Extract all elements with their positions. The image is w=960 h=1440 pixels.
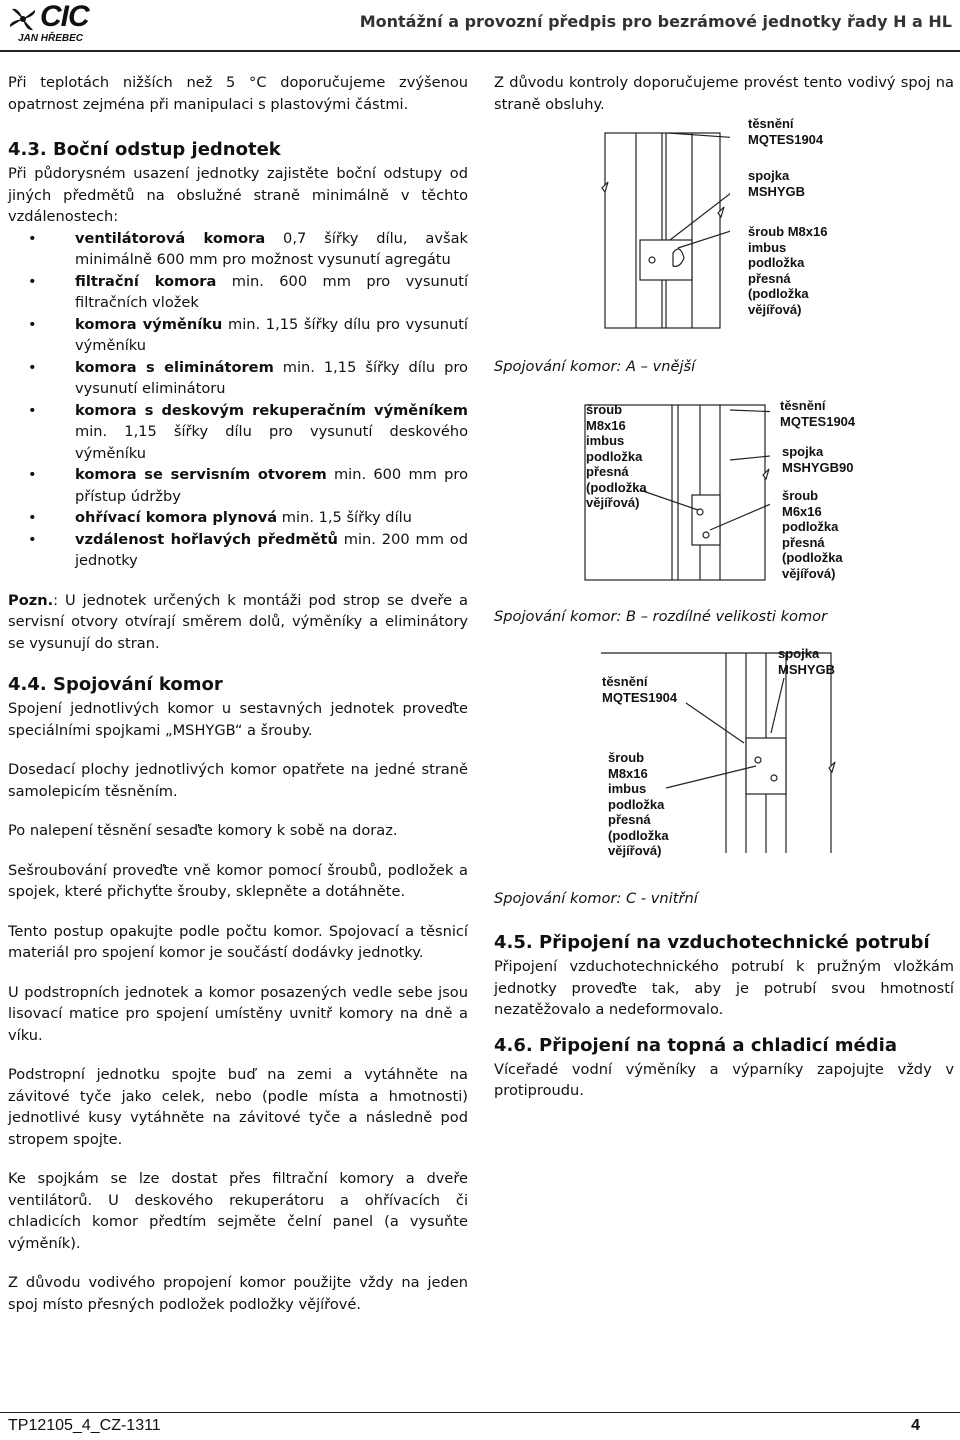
list-item: • filtrační komora min. 600 mm pro vysunutí filtračních vložek [8,271,468,314]
left-column [8,72,468,1315]
paragraph: Sešroubování proveďte vně komor pomocí šroubů, podložek a spojek, které přichyťte šrouby, sklepněte a dotáhněte. [8,861,468,900]
fig-a-label-screw: šroub M8x16 imbus podložka přesná (podložka vějířová) [748,224,828,317]
list-item: • komora s eliminátorem min. 1,15 šířky dílu pro vysunutí eliminátoru [8,357,468,400]
figure-a-drawing [600,128,730,338]
section-4-6-heading: 4.6. Připojení na topná a chladicí média [494,1034,897,1056]
fig-b-label-clamp: spojka MSHYGB90 [782,444,854,475]
list-item: • vzdálenost hořlavých předmětů min. 200 mm od jednotky [8,529,468,572]
paragraph: Spojení jednotlivých komor u sestavných jednotek proveďte speciálními spojkami „MSHYGB“ a šrouby. [8,700,468,739]
list-item: • komora s deskovým rekuperačním výměníkem min. 1,15 šířky dílu pro vysunutí deskového výměníku [8,400,468,465]
fig-c-label-seal: těsnění MQTES1904 [602,674,678,705]
paragraph: Z důvodu vodivého propojení komor použijte vždy na jeden spoj místo přesných podložek podložky vějířové. [8,1274,468,1313]
company-logo [8,2,108,46]
section-4-3-heading: 4.3. Boční odstup jednotek [8,139,281,160]
fig-b-label-seal: těsnění MQTES1904 [780,398,856,429]
document-title: Montážní a provozní předpis pro bezrámové jednotky řady H a HL [359,12,952,31]
note-paragraph: Pozn.: U jednotek určených k montáži pod strop se dveře a servisní otvory otvírají směrem dolů, výměníky a eliminátory se vysunují do stran. [8,591,468,652]
paragraph: U podstropních jednotek a komor posazených vedle sebe jsou lisovací matice pro spojení umístěny uvnitř komory na dně a víku. [8,983,468,1044]
document-code: TP12105_4_CZ-1311 [8,1417,161,1434]
right-intro: Z důvodu kontroly doporučujeme provést tento vodivý spoj na straně obsluhy. [494,74,954,113]
header-divider [0,50,960,52]
brand-subtitle: JAN HŘEBEC [18,33,84,44]
footer-divider [0,1412,960,1413]
figure-c-caption: Spojování komor: C - vnitřní [494,890,698,907]
fig-c-label-clamp: spojka MSHYGB [778,646,836,677]
fan-logo-icon [8,6,38,32]
section-4-3-text: Při půdorysném usazení jednotky zajistěte boční odstupy od jiných předmětů na obslužné straně minimálně v těchto vzdálenostech: [8,165,468,225]
fig-b-label-screw-m6: šroub M6x16 podložka přesná (podložka vějířová) [782,488,843,581]
figure-a-caption: Spojování komor: A – vnější [494,358,696,375]
fig-a-label-seal: těsnění MQTES1904 [748,116,824,147]
brand-name: CIC [40,0,89,33]
list-item: • ohřívací komora plynová min. 1,5 šířky dílu [8,507,468,529]
section-4-5-heading: 4.5. Připojení na vzduchotechnické potrubí [494,932,930,953]
clearance-list [8,228,468,572]
fig-a-label-clamp: spojka MSHYGB [748,168,806,199]
list-item: • ventilátorová komora 0,7 šířky dílu, avšak minimálně 600 mm pro možnost vysunutí agregátu [8,228,468,271]
section-4-6-text: Víceřadé vodní výměníky a výparníky zapojujte vždy v protiproudu. [494,1060,954,1099]
right-sections [494,930,954,1102]
paragraph: Dosedací plochy jednotlivých komor opatřete na jedné straně samolepicím těsněním. [8,761,468,800]
section-4-4-heading: 4.4. Spojování komor [8,674,223,695]
fig-b-label-screw-m8: šroub M8x16 imbus podložka přesná (podložka vějířová) [586,402,647,510]
paragraph: Po nalepení těsnění sesaďte komory k sobě na doraz. [8,822,398,839]
paragraph: Ke spojkám se lze dostat přes filtrační komory a dveře ventilátorů. U deskového rekuperátoru a ohřívacích či chladicích komor předtím sejměte čelní panel (a vysuňte výměník). [8,1170,468,1252]
page-number: 4 [911,1417,920,1434]
paragraph: Tento postup opakujte podle počtu komor. Spojovací a těsnicí materiál pro spojení komor je součástí dodávky jednotky. [8,922,468,961]
list-item: • komora se servisním otvorem min. 600 mm pro přístup údržby [8,464,468,507]
fig-c-label-screw: šroub M8x16 imbus podložka přesná (podložka vějířová) [608,750,669,858]
section-4-5-text: Připojení vzduchotechnického potrubí k pružným vložkám jednotky proveďte tak, aby je potrubí svou hmotností nezatěžovalo a nedeformovalo. [494,958,954,1018]
intro-paragraph: Při teplotách nižších než 5 °C doporučujeme zvýšenou opatrnost zejména při manipulaci s plastovými částmi. [8,74,468,113]
paragraph: Podstropní jednotku spojte buď na zemi a vytáhněte na závitové tyče jako celek, nebo (podle místa a hmotnosti) jednotlivé kusy vytáhněte na závitové tyče a následně pod stropem spojte. [8,1066,468,1148]
figure-b-caption: Spojování komor: B – rozdílné velikosti komor [494,608,828,625]
list-item: • komora výměníku min. 1,15 šířky dílu pro vysunutí výměníku [8,314,468,357]
